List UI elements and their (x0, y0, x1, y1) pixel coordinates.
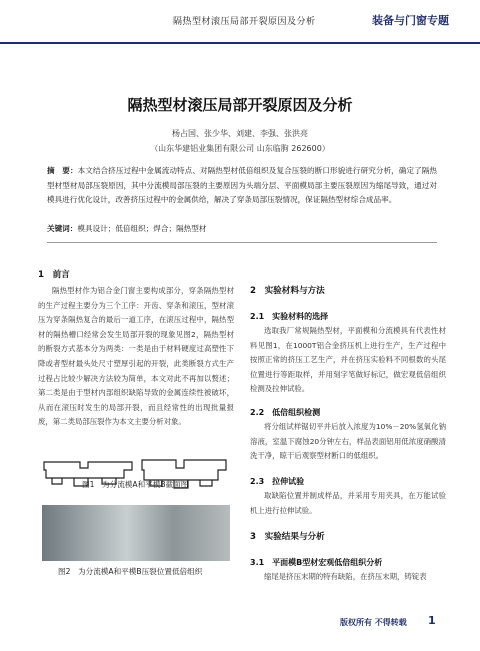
figure-1-profile-drawing (40, 448, 230, 500)
page-number: 1 (428, 614, 436, 627)
subsection-2-3-paragraph: 取缺陷位置并制成样品，并采用专用夹具，在万能试验机上进行拉伸试验。 (250, 491, 446, 515)
profile-a-outline (44, 462, 132, 478)
figure-2-caption: 图2 为分流模A和平模B压裂位置低倍组织 (58, 567, 203, 576)
keywords-label: 关键词： (47, 224, 78, 233)
section-1-heading: 1 前言 (38, 270, 70, 280)
keywords (47, 223, 437, 234)
subsection-3-1-heading: 3.1 平面模B型材宏观低倍组织分析 (250, 558, 383, 567)
article-title: 隔热型材滚压局部开裂原因及分析 (127, 96, 353, 114)
affiliation: （山东华建铝业集团有限公司 山东临朐 262600） (150, 144, 330, 153)
footer-copyright: 版权所有 不得转载 (340, 618, 407, 627)
keywords-text: 模具设计；低倍组织；焊合；隔热型材 (77, 224, 207, 233)
subsection-2-1-heading: 2.1 实验材料的选择 (250, 312, 329, 321)
section-1-paragraph: 隔热型材作为铝合金门窗主要构成部分，穿条隔热型材的生产过程主要分为三个工序：开齿、穿条和滚压，型材滚压为穿条隔热复合的最后一道工序，在滚压过程中，隔热型材的隔热槽口经常会发生局部开裂的现象见图2，隔热型材的断裂方式基本分为两类：一类是由于材料硬度过高塑性下降或者型材最头处尺寸塑厚引起的开裂，此类断裂方式生产过程占比较少解决方法较为简单，本文对此不再加以赘述；第二类是由于型材内部组织缺陷导致的金属连续性被破坏，从而在滚压时发生的局部开裂，而且经常性的出现批量报废，第二类局部压裂作为本文主要分析对象。 (38, 286, 234, 427)
abstract-divider (47, 242, 437, 243)
section-2-heading: 2 实验材料与方法 (250, 286, 325, 296)
subsection-2-1-paragraph: 选取我厂常规隔热型材，平面模和分流模具有代表性材料见图1，在1000T铝合金挤压机上进行生产，生产过程中按照正常的挤压工艺生产，并在挤压实验料不同根数的头尾位置进行等距取样，并用刻字笔做好标记，做宏观低倍组织检测及拉伸试验。 (250, 326, 446, 394)
subsection-2-2-heading: 2.2 低倍组织检测 (250, 408, 321, 417)
running-head-title: 隔热型材滚压局部开裂原因及分析 (173, 17, 316, 27)
subsection-2-2-paragraph: 将分组试样锯切平并后放入浓度为10%－20%氢氧化钠溶液，室温下腐蚀20分钟左右，样品表面铝用低浓度硝酸清洗干净，晾干后观察型材断口的低组织。 (250, 422, 446, 461)
section-3-heading: 3 实验结果与分析 (250, 532, 325, 542)
profile-b-outline (142, 460, 226, 480)
figure-2-macro-photo (42, 505, 230, 561)
abstract-text: 本文结合挤压过程中金属流动特点、对隔热型材低倍组织及复合压裂的断口形貌进行研究分析，确定了隔热型材型材局部压裂原因，其中分流模局部压裂的主要原因为头端分层、平面模局部主要压裂原因为缩尾导致，通过对模具进行优化设计，改善挤压过程中的金属供给，解决了穿条局部压裂情况，保证隔热型材综合成品率。 (47, 166, 437, 204)
abstract (47, 164, 437, 208)
running-head-column: 装备与门窗专题 (372, 14, 449, 27)
abstract-label: 摘 要： (47, 166, 78, 175)
subsection-2-3-heading: 2.3 拉伸试验 (250, 477, 305, 486)
author-list: 杨占国、张少华、刘建、李强、张洪亮 (172, 129, 308, 138)
subsection-3-1-paragraph: 缩尾是挤压末期的特有缺陷，在挤压末期，铸锭表 (264, 572, 427, 581)
figure-1-caption: 图1 为分流模A和平模B截面图 (82, 480, 189, 489)
